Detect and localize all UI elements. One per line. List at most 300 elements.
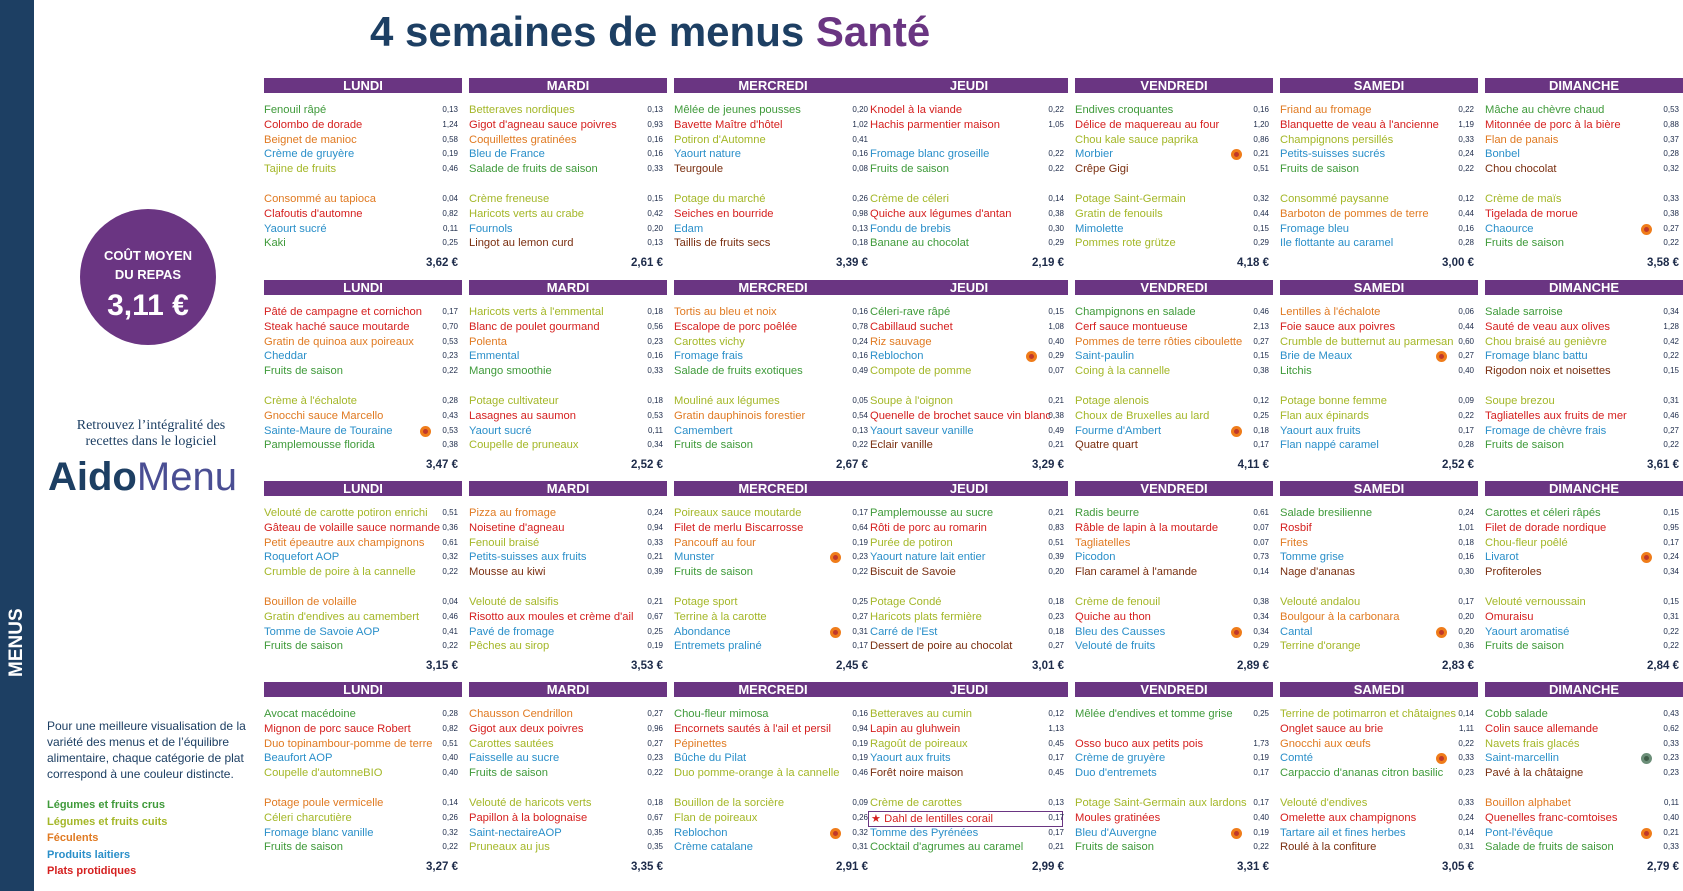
dish-price: 0,15 [1253,223,1269,233]
dinner-dish: Yaourt sucré [469,424,532,437]
dish-price: 0,15 [1048,307,1064,316]
dish-price: 0,12 [1458,194,1474,203]
dinner-dish: Cantal [1280,625,1313,638]
label-badge-icon [1436,627,1447,638]
dish-price: 0,19 [647,641,663,651]
label-badge-icon [830,627,841,638]
lunch-dish: Gigot aux deux poivres [469,722,584,735]
lunch-dish: Rosbif [1280,521,1312,534]
lunch-dish: Betteraves nordiques [469,104,575,116]
legend-intro: Pour une meilleure visualisation de la variété des menus et de l’équilibre alimentaire, chaque catégorie de plat correspond à une couleur distincte. [47,719,246,781]
dinner-dish: Soupe brezou [1485,395,1555,407]
dinner-dish: Taillis de fruits secs [674,237,771,250]
day-header: MARDI [469,481,667,496]
dish-price: 0,61 [1253,508,1269,517]
dinner-dish: Mouliné aux légumes [674,395,780,407]
lunch-dish: Cabillaud suchet [870,320,953,333]
lunch-dish: Lentilles à l'échalote [1280,306,1381,318]
day-total-cost: 2,19 € [1032,257,1064,269]
dish-price: 0,18 [1048,626,1064,636]
dish-price: 0,49 [852,366,868,376]
dish-price: 0,42 [1663,336,1679,346]
lunch-dish: Haricots verts à l'emmental [469,306,604,318]
lunch-dish: Cerf sauce montueuse [1075,320,1188,333]
dinner-dish: Fruits de saison [1485,640,1564,653]
dish-price: 0,39 [1048,552,1064,562]
lunch-dish: Fruits de saison [870,163,949,176]
lunch-dish: Yaourt nature [674,148,741,161]
day-total-cost: 2,45 € [836,660,868,672]
dish-price: 0,27 [1253,336,1269,346]
dish-price: 0,15 [1663,366,1679,376]
lunch-dish: Fromage frais [674,350,744,363]
dish-price: 1,28 [1663,321,1679,331]
dinner-dish: Fournols [469,222,513,235]
dish-price: 0,13 [852,223,868,233]
dish-price: 0,35 [647,842,663,852]
dish-price: 0,32 [1253,194,1269,203]
lunch-dish: Sauté de veau aux olives [1485,320,1611,333]
dish-price: 0,64 [852,522,868,532]
legend-item: Plats protidiques [47,865,137,877]
lunch-dish: Fruits de saison [469,767,548,780]
sidebar-band [0,0,53,891]
day-total-cost: 3,00 € [1442,257,1474,269]
dinner-dish: Barboton de pommes de terre [1280,207,1429,220]
day-header: MARDI [469,682,667,697]
day-header: SAMEDI [1280,280,1478,295]
legend-item: Légumes et fruits crus [47,799,165,811]
dish-price: 0,51 [442,508,458,517]
dish-price: 0,28 [442,396,458,405]
dish-price: 0,31 [1458,842,1474,852]
lunch-dish: Knodel à la viande [870,104,963,116]
dish-price: 0,22 [442,366,458,376]
lunch-dish: Chou kale sauce paprika [1075,133,1199,146]
dinner-dish: Tomme des Pyrénées [870,826,979,839]
lunch-dish: Chausson Cendrillon [469,708,573,720]
lunch-dish: Tortis au bleu et noix [674,306,777,318]
dish-price: 0,13 [1048,798,1064,807]
dinner-dish: Potage Condé [870,596,942,608]
dinner-dish: Pamplemousse florida [264,439,375,452]
day-header: JEUDI [870,682,1068,697]
dinner-dish: Lasagnes au saumon [469,409,576,422]
lunch-dish: Coquillettes gratinées [469,133,577,146]
legend-item: Féculents [47,832,99,844]
dish-price: 0,17 [1663,537,1679,547]
lunch-dish: Crumble de butternut au parmesan [1280,335,1454,348]
dinner-dish: Bouillon alphabet [1485,797,1571,809]
dish-price: 0,18 [1048,597,1064,606]
lunch-dish: Tagliatelles [1075,536,1131,549]
dish-price: 0,20 [852,105,868,114]
lunch-dish: Mignon de porc sauce Robert [264,722,411,735]
dinner-dish: Bleu des Causses [1075,625,1166,638]
dinner-dish: Sainte-Maure de Touraine [264,424,393,437]
lunch-dish: Fromage blanc battu [1485,350,1588,363]
dinner-dish: Ile flottante au caramel [1280,237,1394,250]
lunch-dish: Céleri-rave râpé [870,306,951,318]
lunch-dish: Bûche du Pilat [674,752,747,765]
dish-price: 0,93 [647,119,663,129]
lunch-dish: Pommes de terre rôties ciboulette [1075,335,1243,348]
dish-price: 0,15 [1663,508,1679,517]
dish-price: 0,46 [1663,410,1679,420]
dish-price: 0,41 [442,626,458,636]
lunch-dish: Gigot d'agneau sauce poivres [469,118,617,131]
lunch-dish: Filet de merlu Biscarrosse [674,521,804,534]
dish-price: 0,44 [1458,321,1474,331]
day-total-cost: 2,99 € [1032,861,1064,873]
lunch-dish: Carottes vichy [674,335,745,348]
lunch-dish: Munster [674,551,715,564]
dish-price: 0,22 [1458,410,1474,420]
dish-price: 0,39 [647,567,663,577]
dish-price: 0,37 [1663,134,1679,144]
dinner-dish: Entremets praliné [674,640,762,653]
day-header: JEUDI [870,78,1068,93]
dish-price: 0,13 [852,425,868,435]
dinner-dish: Roulé à la confiture [1280,841,1377,854]
dish-price: 0,22 [442,567,458,577]
dinner-dish: Yaourt saveur vanille [870,424,974,437]
lunch-dish: Blanquette de veau à l'ancienne [1280,118,1439,131]
dish-price: 0,21 [647,552,663,562]
dinner-dish: Céleri charcutière [264,811,352,824]
dinner-dish: Pommes rote grütze [1075,237,1176,250]
lunch-dish: Roquefort AOP [264,551,340,564]
lunch-dish: Emmental [469,350,520,363]
lunch-dish: Cobb salade [1485,708,1548,720]
dish-price: 0,33 [1663,194,1679,203]
dinner-dish: Fruits de saison [264,640,343,653]
dish-price: 0,26 [852,194,868,203]
day-total-cost: 3,47 € [426,459,458,471]
dish-price: 0,38 [442,440,458,450]
dinner-dish: Risotto aux moules et crème d'ail [469,610,634,623]
dinner-dish: Crème à l'échalote [264,395,357,407]
day-total-cost: 2,79 € [1647,861,1679,873]
dish-price: 0,34 [647,440,663,450]
dinner-dish: Quiche aux légumes d'antan [870,207,1012,220]
lunch-dish: Carpaccio d'ananas citron basilic [1280,767,1444,780]
lunch-dish: Crêpe Gigi [1075,163,1129,176]
dish-price: 0,40 [1253,812,1269,822]
dish-price: 0,51 [442,738,458,748]
day-total-cost: 2,91 € [836,861,868,873]
day-header: MERCREDI [674,481,872,496]
lunch-dish: Picodon [1075,551,1116,564]
dish-price: 0,17 [1458,597,1474,606]
dinner-dish: Crème catalane [674,841,753,854]
lunch-dish: Teurgoule [674,163,724,176]
lunch-dish: Pizza au fromage [469,507,557,519]
dish-price: 0,27 [1663,425,1679,435]
dish-price: 0,28 [1458,238,1474,248]
dish-price: 0,24 [647,508,663,517]
dish-price: 0,33 [647,366,663,376]
dinner-dish: Seiches en bourride [674,207,774,220]
dinner-dish: Terrine à la carotte [674,610,767,623]
dish-price: 0,11 [648,425,663,435]
lunch-dish: Rigodon noix et noisettes [1485,365,1611,378]
dish-price: 1,24 [442,119,458,129]
lunch-dish: Salade bresilienne [1280,507,1373,519]
dish-price: 0,15 [1253,351,1269,361]
dish-price: 0,23 [647,753,663,763]
dish-price: 0,54 [852,410,868,420]
dish-price: 0,32 [442,552,458,562]
day-total-cost: 3,31 € [1237,861,1269,873]
day-header: VENDREDI [1075,481,1273,496]
lunch-dish: Tajine de fruits [264,163,337,176]
dinner-dish-highlighted: ★ Dahl de lentilles corail [868,811,1063,827]
dinner-dish: Edam [674,222,704,235]
lunch-dish: Navets frais glacés [1485,737,1580,750]
dish-price: 0,17 [1048,812,1064,822]
dish-price: 0,31 [852,626,868,636]
dish-price: 0,13 [442,105,458,114]
dish-price: 0,17 [1253,798,1269,807]
dish-price: 0,33 [1458,753,1474,763]
dinner-dish: Quenelles franc-comtoises [1485,811,1618,824]
lunch-dish: Gratin de quinoa aux poireaux [264,335,414,348]
dish-price: 0,16 [852,709,868,718]
day-header: JEUDI [870,481,1068,496]
dinner-dish: Crème freneuse [469,193,550,205]
dinner-dish: Chaource [1485,222,1534,235]
lunch-dish: Polenta [469,335,507,348]
dinner-dish: Gnocchi sauce Marcello [264,409,384,422]
dish-price: 0,23 [1048,611,1064,621]
day-total-cost: 3,39 € [836,257,868,269]
dish-price: 0,34 [1663,307,1679,316]
day-total-cost: 3,29 € [1032,459,1064,471]
dinner-dish: Moules gratinées [1075,811,1161,824]
lunch-dish: Yaourt nature lait entier [870,551,986,564]
dish-price: 1,19 [1458,119,1474,129]
dish-price: 0,25 [647,626,663,636]
day-total-cost: 2,84 € [1647,660,1679,672]
dinner-dish: Pont-l'évêque [1485,826,1554,839]
lunch-dish: Steak haché sauce moutarde [264,320,410,333]
dish-price: 0,33 [647,537,663,547]
dish-price: 0,07 [1253,537,1269,547]
day-total-cost: 2,52 € [631,459,663,471]
lunch-dish: Reblochon [870,350,924,363]
dish-price: 0,45 [1048,738,1064,748]
dinner-dish: Omuraisu [1485,610,1534,623]
day-header: MARDI [469,78,667,93]
dish-price: 0,19 [1253,753,1269,763]
dish-price: 0,22 [442,641,458,651]
dinner-dish: Crème de carottes [870,797,963,809]
dish-price: 0,21 [1048,842,1064,852]
lunch-dish: Bavette Maître d'hôtel [674,118,783,131]
lunch-dish: Yaourt aux fruits [870,752,951,765]
day-header: VENDREDI [1075,78,1273,93]
dish-price: 0,17 [1253,440,1269,450]
day-header: VENDREDI [1075,280,1273,295]
dish-price: 0,25 [442,238,458,248]
dish-price: 0,60 [1458,336,1474,346]
dish-price: 0,22 [1458,105,1474,114]
lunch-dish: Hachis parmentier maison [870,118,1000,131]
day-header: VENDREDI [1075,682,1273,697]
dish-price: 0,16 [647,351,663,361]
day-total-cost: 2,89 € [1237,660,1269,672]
dish-price: 0,23 [442,351,458,361]
dinner-dish: Crème de fenouil [1075,596,1161,608]
dinner-dish: Velouté d'endives [1280,797,1368,809]
dinner-dish: Camembert [674,424,733,437]
dinner-dish: Lingot au lemon curd [469,237,574,250]
dinner-dish: Fruits de saison [1485,439,1564,452]
dish-price: 0,44 [1458,208,1474,218]
lunch-dish: Colombo de dorade [264,118,363,131]
day-total-cost: 3,53 € [631,660,663,672]
dish-price: 0,45 [1048,768,1064,778]
lunch-dish: Morbier [1075,148,1113,161]
label-badge-icon [1641,224,1652,235]
dinner-dish: Papillon à la bolognaise [469,811,588,824]
dinner-dish: Salade de fruits de saison [1485,841,1614,854]
lunch-dish: Crème de gruyère [1075,752,1166,765]
dish-price: 0,32 [852,827,868,837]
dish-price: 0,19 [442,149,458,159]
lunch-dish: Brie de Meaux [1280,350,1353,363]
lunch-dish: Faisselle au sucre [469,752,560,765]
lunch-dish: Coing à la cannelle [1075,365,1171,378]
dinner-dish: Clafoutis d'automne [264,207,363,220]
dish-price: 0,17 [852,641,868,651]
day-header: MERCREDI [674,78,872,93]
dish-price: 0,14 [1458,709,1474,718]
dish-price: 0,38 [1048,410,1064,420]
label-badge-icon [830,828,841,839]
dish-price: 0,94 [647,522,663,532]
dish-price: 0,67 [647,611,663,621]
dish-price: 0,24 [1458,812,1474,822]
dish-price: 0,22 [647,768,663,778]
lunch-dish: Champignons persillés [1280,133,1394,146]
dish-price: 0,40 [1048,336,1064,346]
lunch-dish: Lapin au gluhwein [870,722,961,735]
lunch-dish: Fruits de saison [1280,163,1359,176]
dish-price: 1,13 [1048,723,1064,733]
dish-price: 0,38 [1253,597,1269,606]
lunch-dish: Ragoût de poireaux [870,737,968,750]
dinner-dish: Crème de maïs [1485,193,1562,205]
dish-price: 0,25 [852,597,868,606]
lunch-dish: Profiteroles [1485,566,1542,579]
dish-price: 0,82 [442,208,458,218]
dish-price: 0,53 [442,425,458,435]
lunch-dish: Salade de fruits exotiques [674,365,803,378]
dish-price: 0,51 [1253,164,1269,174]
dish-price: 0,16 [1253,105,1269,114]
day-header: LUNDI [264,481,462,496]
dinner-dish: Potage sport [674,596,738,608]
lunch-dish: Fenouil râpé [264,104,327,116]
dish-price: 0,38 [1048,208,1064,218]
dinner-dish: Potage Saint-Germain aux lardons [1075,797,1247,809]
dish-price: 0,19 [852,537,868,547]
dinner-dish: Pêches au sirop [469,640,550,653]
day-total-cost: 2,67 € [836,459,868,471]
lunch-dish: Radis beurre [1075,507,1140,519]
lunch-dish: Carottes et céleri râpés [1485,507,1601,519]
dish-price: 0,18 [1253,425,1269,435]
lunch-dish: Poireaux sauce moutarde [674,507,802,519]
dish-price: 0,15 [647,194,663,203]
dish-price: 1,08 [1048,321,1064,331]
dish-price: 1,02 [852,119,868,129]
lunch-dish: Gâteau de volaille sauce normande [264,521,441,534]
dinner-dish: Flan aux épinards [1280,409,1369,422]
cost-value: 3,11 € [107,289,189,322]
dish-price: 0,18 [852,238,868,248]
dish-price: 1,20 [1253,119,1269,129]
dish-price: 0,22 [1458,164,1474,174]
dish-price: 0,17 [1253,768,1269,778]
day-total-cost: 3,62 € [426,257,458,269]
dinner-dish: Kaki [264,237,286,250]
dish-price: 0,18 [647,307,663,316]
dish-price: 0,25 [1253,410,1269,420]
dish-price: 0,42 [647,208,663,218]
dish-price: 0,22 [1458,738,1474,748]
day-total-cost: 4,11 € [1237,459,1269,471]
dish-price: 1,73 [1253,738,1269,748]
dinner-dish: Tagliatelles aux fruits de mer [1485,409,1627,422]
lunch-dish: Pâté de campagne et cornichon [264,306,422,318]
dish-price: 0,22 [1663,626,1679,636]
dish-price: 0,56 [647,321,663,331]
dinner-dish: Fromage de chèvre frais [1485,424,1607,437]
dish-price: 0,11 [443,223,458,233]
dinner-dish: Fondu de brebis [870,222,951,235]
dinner-dish: Fruits de saison [1075,841,1154,854]
dish-price: 0,33 [1663,842,1679,852]
dish-price: 0,18 [647,396,663,405]
dish-price: 0,24 [852,336,868,346]
lunch-dish: Onglet sauce au brie [1280,722,1384,735]
day-header: JEUDI [870,280,1068,295]
dish-price: 0,22 [1048,149,1064,159]
dinner-dish: Soupe à l'oignon [870,395,954,407]
dinner-dish: Fruits de saison [674,439,753,452]
dinner-dish: Fruits de saison [1485,237,1564,250]
dish-price: 0,09 [1458,396,1474,405]
dish-price: 0,22 [1663,351,1679,361]
day-total-cost: 3,15 € [426,660,458,672]
dinner-dish: Fromage blanc vanille [264,826,374,839]
dish-price: 0,16 [852,351,868,361]
day-header: DIMANCHE [1485,481,1683,496]
dish-price: 0,26 [442,812,458,822]
dinner-dish: Velouté de fruits [1075,640,1156,653]
lunch-dish: Chou chocolat [1485,163,1557,176]
dish-price: 0,98 [852,208,868,218]
dinner-dish: Choux de Bruxelles au lard [1075,409,1210,422]
dish-price: 0,34 [1253,611,1269,621]
lunch-dish: Potiron d'Automne [674,133,766,146]
lunch-dish: Fenouil braisé [469,536,540,549]
dinner-dish: Gratin d'endives au camembert [264,610,420,623]
dinner-dish: Mimolette [1075,222,1124,235]
